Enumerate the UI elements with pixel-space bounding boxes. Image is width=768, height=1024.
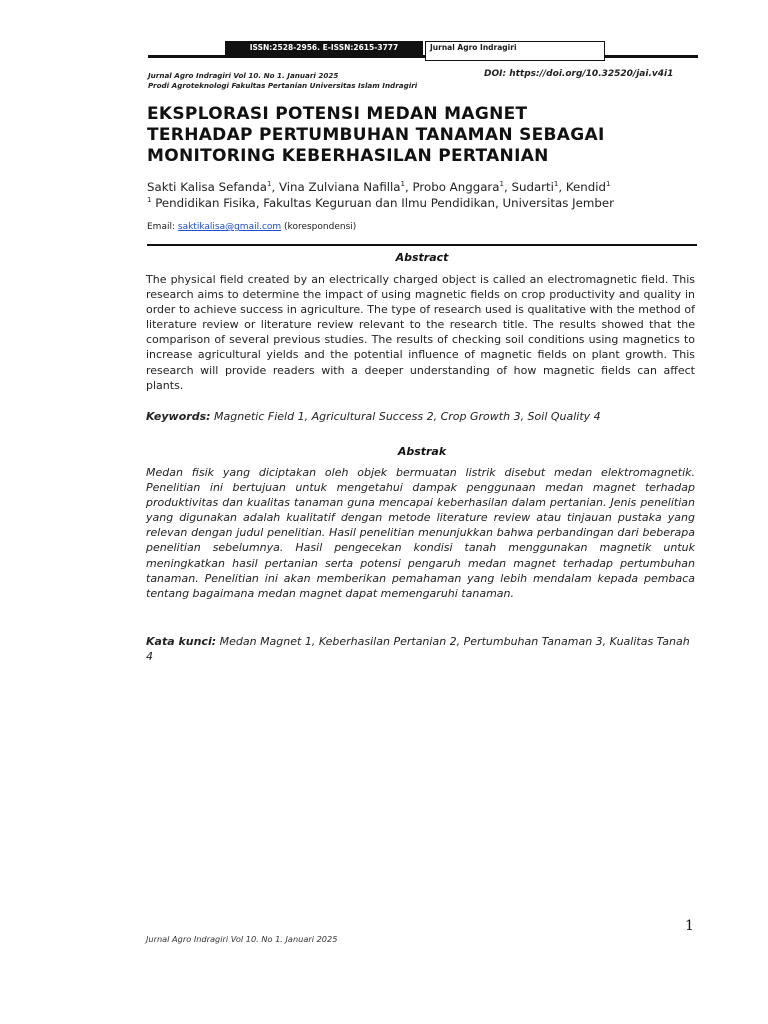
journal-name-box: Jurnal Agro Indragiri [425, 41, 605, 61]
title-line: MONITORING KEBERHASILAN PERTANIAN [147, 146, 549, 166]
author-affiliation-mark: 1 [499, 180, 504, 188]
issn-box: ISSN:2528-2956. E-ISSN:2615-3777 [225, 41, 423, 55]
doi-text: DOI: https://doi.org/10.32520/jai.v4i1 [484, 69, 674, 79]
author-name: Sakti Kalisa Sefanda [147, 180, 267, 194]
journal-volume-line: Jurnal Agro Indragiri Vol 10. No 1. Januari 2025 [148, 71, 339, 80]
author-name: Kendid [565, 180, 607, 194]
keywords-line [146, 409, 695, 424]
email-link[interactable]: saktikalisa@gmail.com [177, 222, 282, 232]
affiliation-mark: 1 [147, 196, 152, 204]
author-affiliation-mark: 1 [606, 180, 611, 188]
author-name: Probo Anggara [412, 180, 500, 194]
affiliation [147, 196, 614, 210]
author-separator: , [405, 180, 413, 194]
page-footer: Jurnal Agro Indragiri Vol 10. No 1. Januari 2025 [146, 934, 338, 944]
kata-kunci-text: Medan Magnet 1, Keberhasilan Pertanian 2, Pertumbuhan Tanaman 3, Kualitas Tanah 4 [146, 635, 690, 663]
email-label: Email: [147, 222, 178, 232]
title-line: TERHADAP PERTUMBUHAN TANAMAN SEBAGAI [147, 125, 605, 145]
paper-title [147, 104, 707, 167]
abstrak-text: Medan fisik yang diciptakan oleh objek bermuatan listrik disebut medan elektromagnetik. Penelitian ini bertujuan untuk mengetahui dampak penggunaan medan magnet terhadap produktivitas dan kualitas tanaman guna mencapai keberhasilan dalam pertanian. Jenis penelitian yang digunakan adalah kualitatif dengan metode literature review atau tinjauan pustaka yang relevan dengan judul penelitian. Hasil penelitian menunjukkan bahwa perbandingan dari beberapa penelitian sebelumnya. Hasil pengecekan kondisi tanah menggunakan magnetik untuk meningkatkan hasil pertanian serta potensi pengaruh medan magnet terhadap pertumbuhan tanaman. Penelitian ini akan memberikan pemahaman yang lebih mendalam kepada pembaca tentang bagaimana medan magnet dapat memengaruhi tanaman. [146, 466, 695, 600]
abstract-heading: Abstract [395, 251, 449, 264]
author-separator: , [558, 180, 566, 194]
abstrak-heading: Abstrak [397, 445, 447, 458]
kata-kunci-line [146, 634, 695, 664]
author-affiliation-mark: 1 [400, 180, 405, 188]
journal-header-band [148, 41, 698, 64]
author-name: Vina Zulviana Nafilla [278, 180, 401, 194]
keywords-text: Magnetic Field 1, Agricultural Success 2, Crop Growth 3, Soil Quality 4 [210, 410, 601, 423]
affiliation-text: Pendidikan Fisika, Fakultas Keguruan dan Ilmu Pendidikan, Universitas Jember [151, 196, 614, 210]
author-affiliation-mark: 1 [266, 180, 272, 188]
author-name: Sudarti [511, 180, 554, 194]
header-rule [148, 55, 698, 58]
email-line [147, 222, 356, 232]
author-list [147, 180, 611, 194]
page-number: 1 [685, 918, 694, 934]
journal-publisher-line: Prodi Agroteknologi Fakultas Pertanian Universitas Islam Indragiri [148, 80, 418, 90]
email-note: (korespondensi) [281, 222, 357, 232]
abstract-top-rule [147, 244, 697, 246]
abstract-text: The physical field created by an electrically charged object is called an electromagnetic field. This research aims to determine the impact of using magnetic fields on crop productivity and quality in order to achieve success in agriculture. The type of research used is qualitative with the method of literature review or literature review relevant to the research title. The results showed that the comparison of several previous studies. The results of checking soil conditions using magnetics to increase agricultural yields and the potential influence of magnetic fields on plant growth. This research will provide readers with a deeper understanding of how magnetic fields can affect plants. [146, 273, 695, 392]
author-affiliation-mark: 1 [553, 180, 559, 188]
author-separator: , [271, 180, 279, 194]
title-line: EKSPLORASI POTENSI MEDAN MAGNET [147, 104, 528, 124]
journal-meta [148, 71, 417, 90]
keywords-label: Keywords: [146, 410, 211, 423]
author-separator: , [503, 180, 512, 194]
kata-kunci-label: Kata kunci: [146, 635, 217, 648]
